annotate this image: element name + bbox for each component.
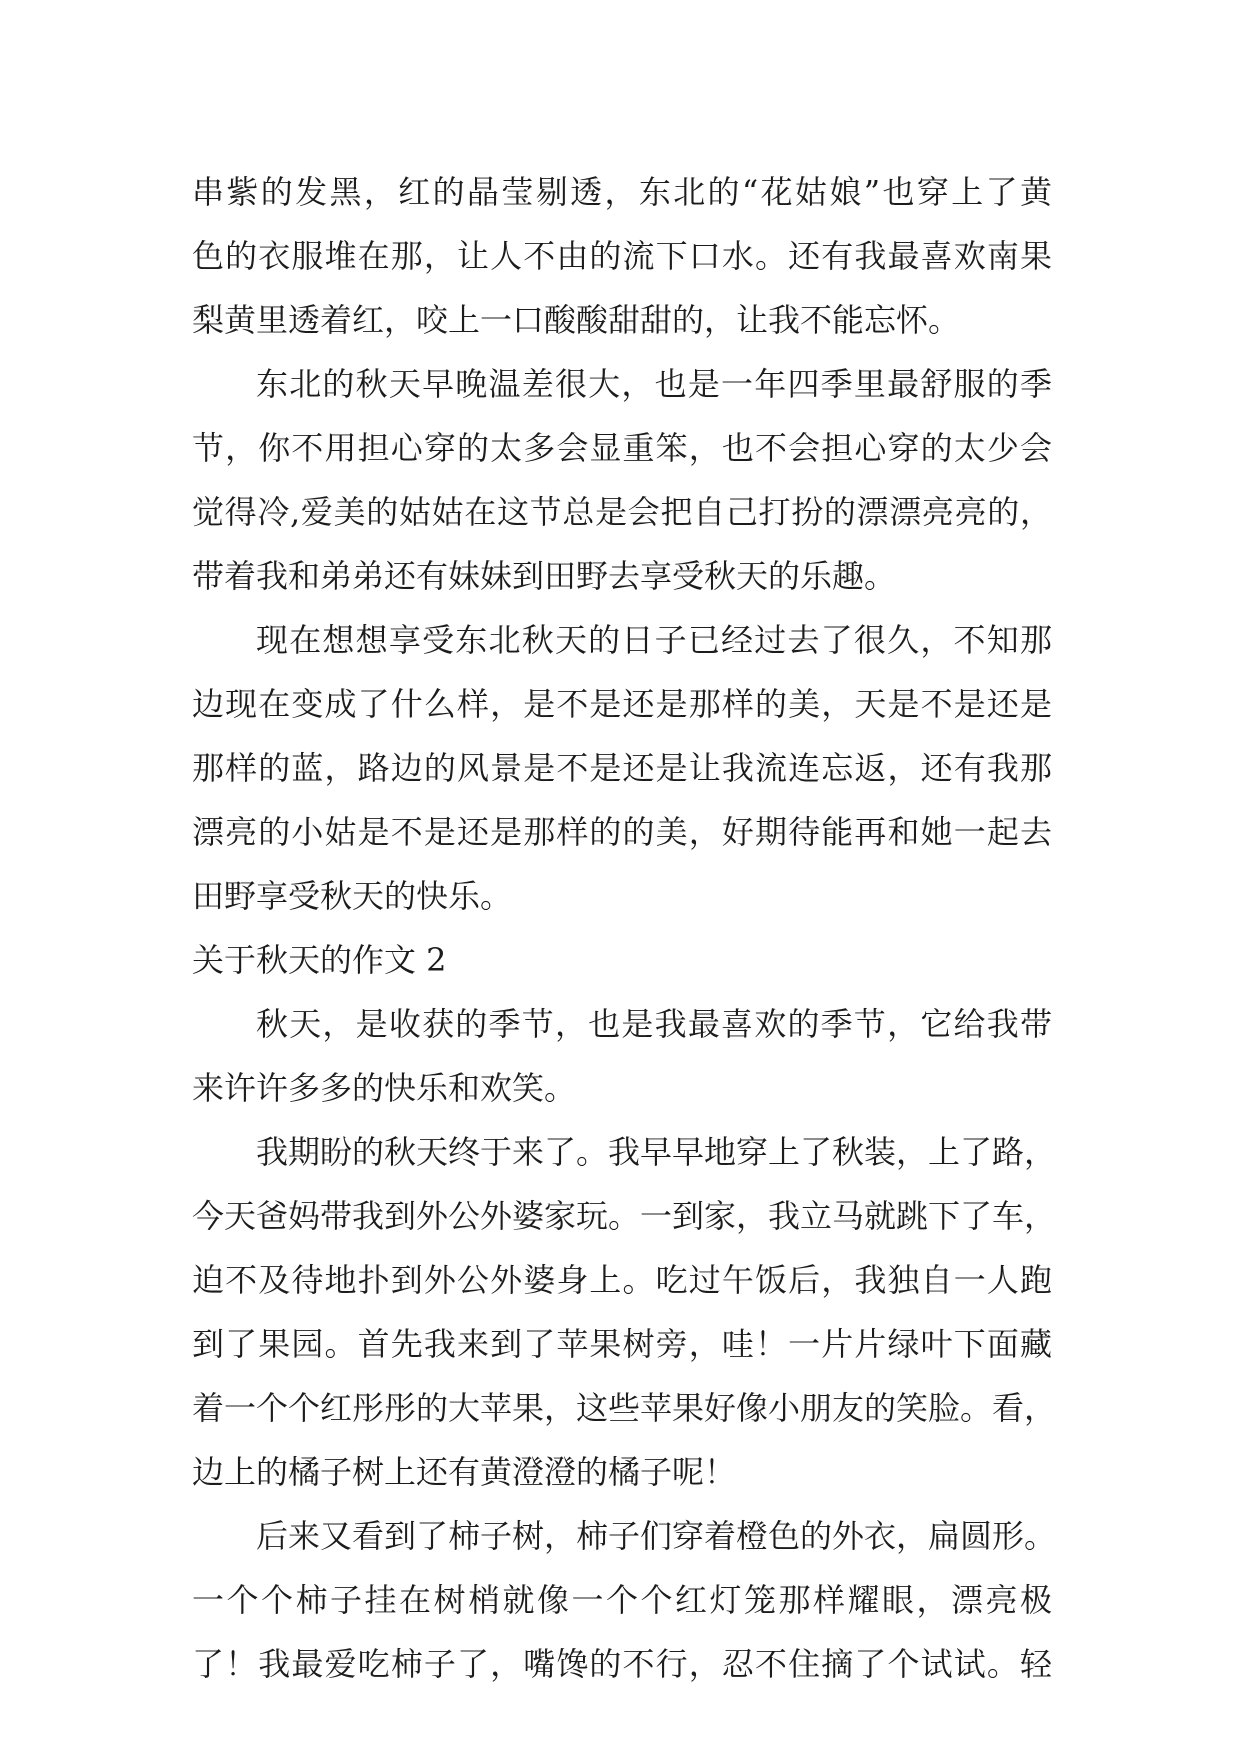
text-line: 节，你不用担心穿的太多会显重笨，也不会担心穿的太少会 xyxy=(192,429,1052,467)
text-line: 了！我最爱吃柿子了，嘴馋的不行，忍不住摘了个试试。轻 xyxy=(192,1645,1052,1683)
text-line: 迫不及待地扑到外公外婆身上。吃过午饭后，我独自一人跑 xyxy=(192,1261,1052,1299)
text-line: 色的衣服堆在那，让人不由的流下口水。还有我最喜欢南果 xyxy=(192,237,1052,275)
text-line: 到了果园。首先我来到了苹果树旁，哇！一片片绿叶下面藏 xyxy=(192,1325,1052,1363)
paragraph xyxy=(192,608,1052,928)
text-line: 着一个个红彤彤的大苹果，这些苹果好像小朋友的笑脸。看， xyxy=(192,1389,1057,1427)
text-line: 田野享受秋天的快乐。 xyxy=(192,877,513,915)
paragraph xyxy=(192,352,1052,608)
text-line: 东北的秋天早晚温差很大，也是一年四季里最舒服的季 xyxy=(256,365,1052,403)
document-body xyxy=(192,160,1057,1696)
paragraph xyxy=(192,160,1052,352)
text-line: 漂亮的小姑是不是还是那样的的美，好期待能再和她一起去 xyxy=(192,813,1052,851)
text-line: 觉得冷,爱美的姑姑在这节总是会把自己打扮的漂漂亮亮的， xyxy=(192,493,1052,531)
text-line: 后来又看到了柿子树，柿子们穿着橙色的外衣，扁圆形。 xyxy=(256,1517,1057,1555)
text-line: 梨黄里透着红，咬上一口酸酸甜甜的，让我不能忘怀。 xyxy=(192,301,961,339)
text-line: 一个个柿子挂在树梢就像一个个红灯笼那样耀眼，漂亮极 xyxy=(192,1581,1052,1619)
text-line: 我期盼的秋天终于来了。我早早地穿上了秋装，上了路， xyxy=(256,1133,1057,1171)
section-heading: 关于秋天的作文 2 xyxy=(192,941,447,979)
paragraph xyxy=(192,1504,1057,1696)
text-line: 边上的橘子树上还有黄澄澄的橘子呢！ xyxy=(192,1453,737,1491)
paragraph xyxy=(192,992,1052,1120)
paragraph xyxy=(192,1120,1057,1504)
text-line: 那样的蓝，路边的风景是不是还是让我流连忘返，还有我那 xyxy=(192,749,1052,787)
text-line: 边现在变成了什么样，是不是还是那样的美，天是不是还是 xyxy=(192,685,1052,723)
text-line: 今天爸妈带我到外公外婆家玩。一到家，我立马就跳下了车， xyxy=(192,1197,1057,1235)
text-line: 秋天，是收获的季节，也是我最喜欢的季节，它给我带 xyxy=(256,1005,1052,1043)
text-line: 串紫的发黑，红的晶莹剔透，东北的“花姑娘”也穿上了黄 xyxy=(192,173,1052,211)
text-line: 现在想想享受东北秋天的日子已经过去了很久，不知那 xyxy=(256,621,1052,659)
text-line: 带着我和弟弟还有妹妹到田野去享受秋天的乐趣。 xyxy=(192,557,897,595)
text-line: 来许许多多的快乐和欢笑。 xyxy=(192,1069,577,1107)
